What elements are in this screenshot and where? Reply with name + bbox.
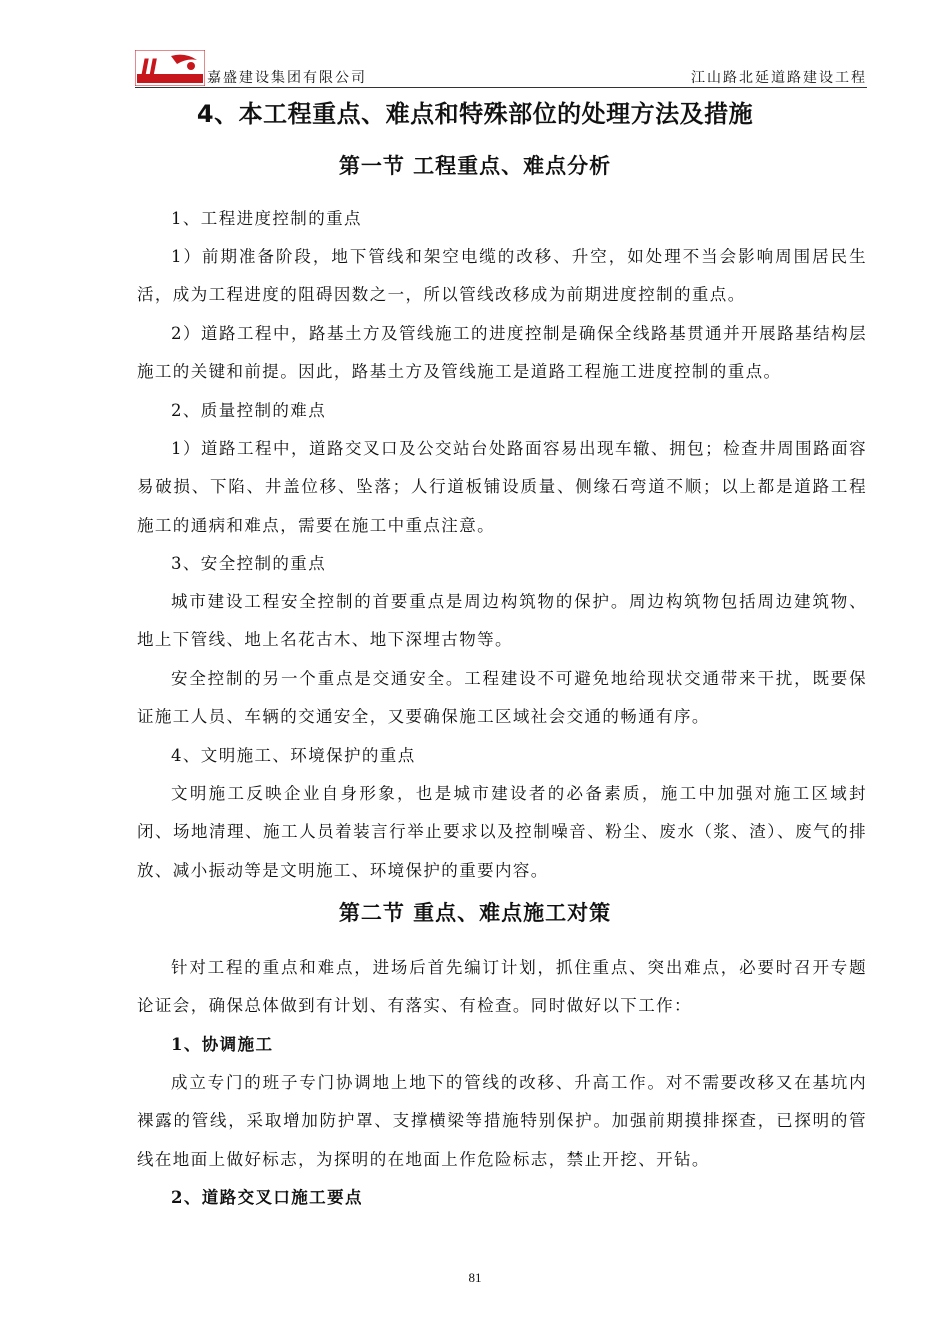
section-2-subheading: 2、道路交叉口施工要点 — [171, 1188, 363, 1207]
section-2-paragraph: 针对工程的重点和难点，进场后首先编订计划，抓住重点、突出难点，必要时召开专题论证会，确保总体做到有计划、有落实、有检查。同时做好以下工作： — [137, 958, 867, 1016]
section-2-subheading: 1、协调施工 — [171, 1035, 274, 1054]
section-1-paragraph: 1）道路工程中，道路交叉口及公交站台处路面容易出现车辙、拥包；检查井周围路面容易破损、下陷、井盖位移、坠落；人行道板铺设质量、侧缘石弯道不顺；以上都是道路工程施工的通病和难点，需要在施工中重点注意。 — [137, 439, 867, 535]
company-name: 嘉盛建设集团有限公司 — [207, 70, 367, 86]
section-1-paragraph: 2）道路工程中，路基土方及管线施工的进度控制是确保全线路基贯通并开展路基结构层施工的关键和前提。因此，路基土方及管线施工是道路工程施工进度控制的重点。 — [137, 324, 867, 382]
section-2-paragraph: 成立专门的班子专门协调地上地下的管线的改移、升高工作。对不需要改移又在基坑内裸露的管线，采取增加防护罩、支撑横梁等措施特别保护。加强前期摸排探查，已探明的管线在地面上做好标志，为探明的在地面上作危险标志，禁止开挖、开钻。 — [137, 1073, 867, 1169]
main-title: 4、本工程重点、难点和特殊部位的处理方法及措施 — [196, 100, 754, 128]
section-1-paragraph: 安全控制的另一个重点是交通安全。工程建设不可避免地给现状交通带来干扰，既要保证施工人员、车辆的交通安全，又要确保施工区域社会交通的畅通有序。 — [137, 669, 867, 727]
section-1-paragraph: 1）前期准备阶段，地下管线和架空电缆的改移、升空，如处理不当会影响周围居民生活，成为工程进度的阻碍因数之一，所以管线改移成为前期进度控制的重点。 — [137, 247, 867, 305]
page-number: 81 — [468, 1270, 482, 1285]
section-1-paragraph: 1、工程进度控制的重点 — [171, 209, 362, 228]
section-1-paragraph: 文明施工反映企业自身形象，也是城市建设者的必备素质，施工中加强对施工区域封闭、场地清理、施工人员着装言行举止要求以及控制噪音、粉尘、废水（浆、渣）、废气的排放、减小振动等是文明施工、环境保护的重要内容。 — [137, 784, 867, 880]
logo-text: JI — [141, 56, 158, 81]
header-divider — [135, 87, 867, 88]
section-2-title: 第二节 重点、难点施工对策 — [338, 900, 612, 925]
section-1-paragraph: 城市建设工程安全控制的首要重点是周边构筑物的保护。周边构筑物包括周边建筑物、地上下管线、地上名花古木、地下深埋古物等。 — [137, 592, 867, 650]
section-1-paragraph: 2、质量控制的难点 — [171, 401, 327, 420]
project-name: 江山路北延道路建设工程 — [691, 70, 867, 86]
page-header — [135, 50, 867, 90]
section-1-paragraph: 4、文明施工、环境保护的重点 — [171, 746, 416, 765]
section-1-paragraph: 3、安全控制的重点 — [171, 554, 327, 573]
company-logo — [135, 50, 205, 86]
section-1-title: 第一节 工程重点、难点分析 — [338, 153, 612, 178]
